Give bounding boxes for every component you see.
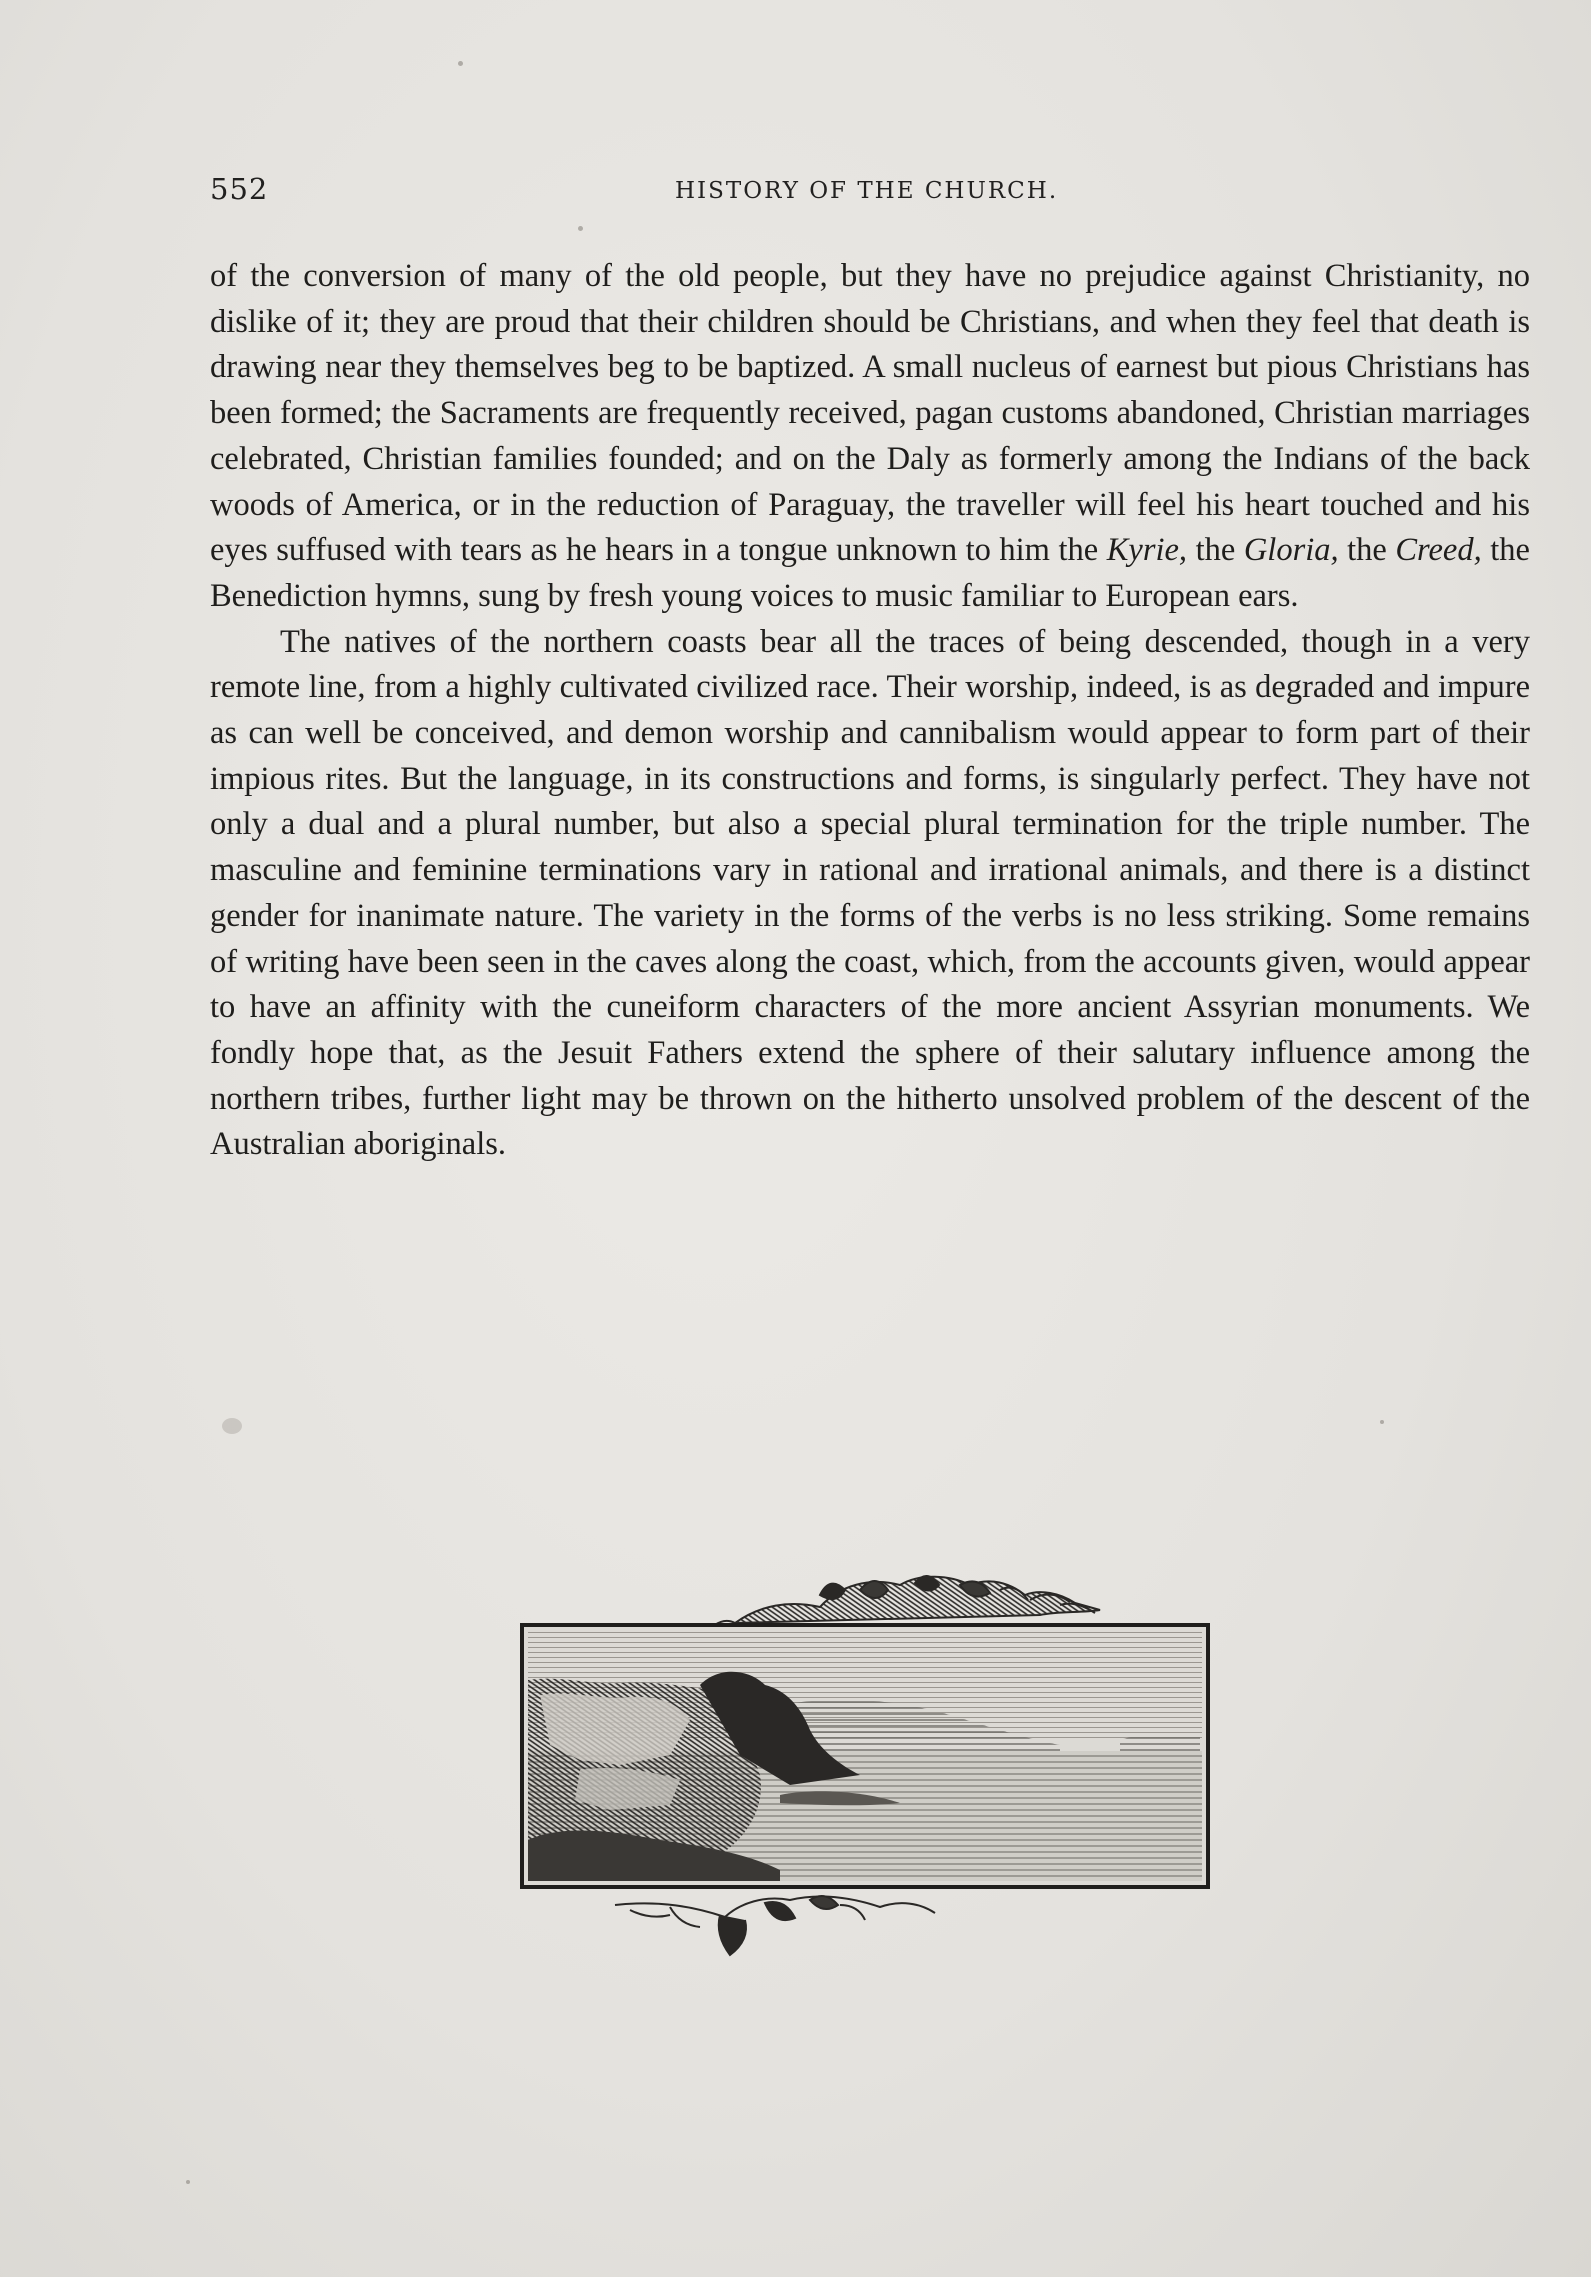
paragraph-1 bbox=[210, 254, 1530, 620]
gloria-italic: Gloria, bbox=[1243, 532, 1339, 569]
page-header bbox=[210, 172, 1530, 212]
paragraph-1-text-b: the bbox=[1187, 532, 1244, 569]
paper-speck bbox=[222, 1418, 242, 1434]
bottom-floral-ornament bbox=[615, 1896, 935, 1955]
top-floral-ornament bbox=[715, 1576, 1100, 1625]
paragraph-1-text-c: the bbox=[1338, 532, 1396, 569]
kyrie-italic: Kyrie, bbox=[1106, 532, 1188, 569]
creed-italic: Creed, bbox=[1395, 532, 1482, 569]
paper-speck bbox=[578, 226, 583, 231]
paper-speck bbox=[186, 2180, 190, 2184]
paragraph-1-text-a: of the conversion of many of the old people, but they have no prejudice against Christianity, no dislike of it; they are proud that their children should be Christians, and when they feel that death is drawing near they themselves beg to be baptized. A small nucleus of earnest but pious Christians has been formed; the Sacraments are frequently received, pagan customs abandoned, Christian marriages celebrated, Christian families founded; and on the Daly as formerly among the Indians of the back woods of America, or in the reduction of Paraguay, the traveller will feel his heart touched and his eyes suffused with tears as he hears in a tongue unknown to him the bbox=[210, 258, 1530, 569]
running-head: HISTORY OF THE CHURCH. bbox=[675, 178, 1059, 204]
body-text bbox=[210, 254, 1530, 1168]
paper-speck bbox=[1380, 1420, 1384, 1424]
paragraph-2: The natives of the northern coasts bear all the traces of being descended, though in a very remote line, from a highly cultivated civilized race. Their worship, indeed, is as degraded and impure as can well be conceived, and demon worship and cannibalism would appear to form part of their impious rites. But the language, in its constructions and forms, is singularly perfect. They have not only a dual and a plural number, but also a special plural termination for the triple number. The masculine and feminine terminations vary in rational and irrational animals, and there is a distinct gender for inanimate nature. The variety in the forms of the verbs is no less striking. Some remains of writing have been seen in the caves along the coast, which, from the accounts given, would appear to have an affinity with the cuneiform characters of the more ancient Assyrian monuments. We fondly hope that, as the Jesuit Fathers extend the sphere of their salutary influence among the northern tribes, further light may be thrown on the hitherto unsolved problem of the descent of the Australian aboriginals. bbox=[210, 623, 1530, 1163]
coastal-engraving-illustration bbox=[520, 1555, 1210, 1965]
paper-speck bbox=[458, 61, 463, 66]
page-number: 552 bbox=[210, 172, 269, 206]
paragraph-1-text-d: the Benediction hymns, sung by fresh young voices to music familiar to European ears. bbox=[210, 532, 1530, 614]
